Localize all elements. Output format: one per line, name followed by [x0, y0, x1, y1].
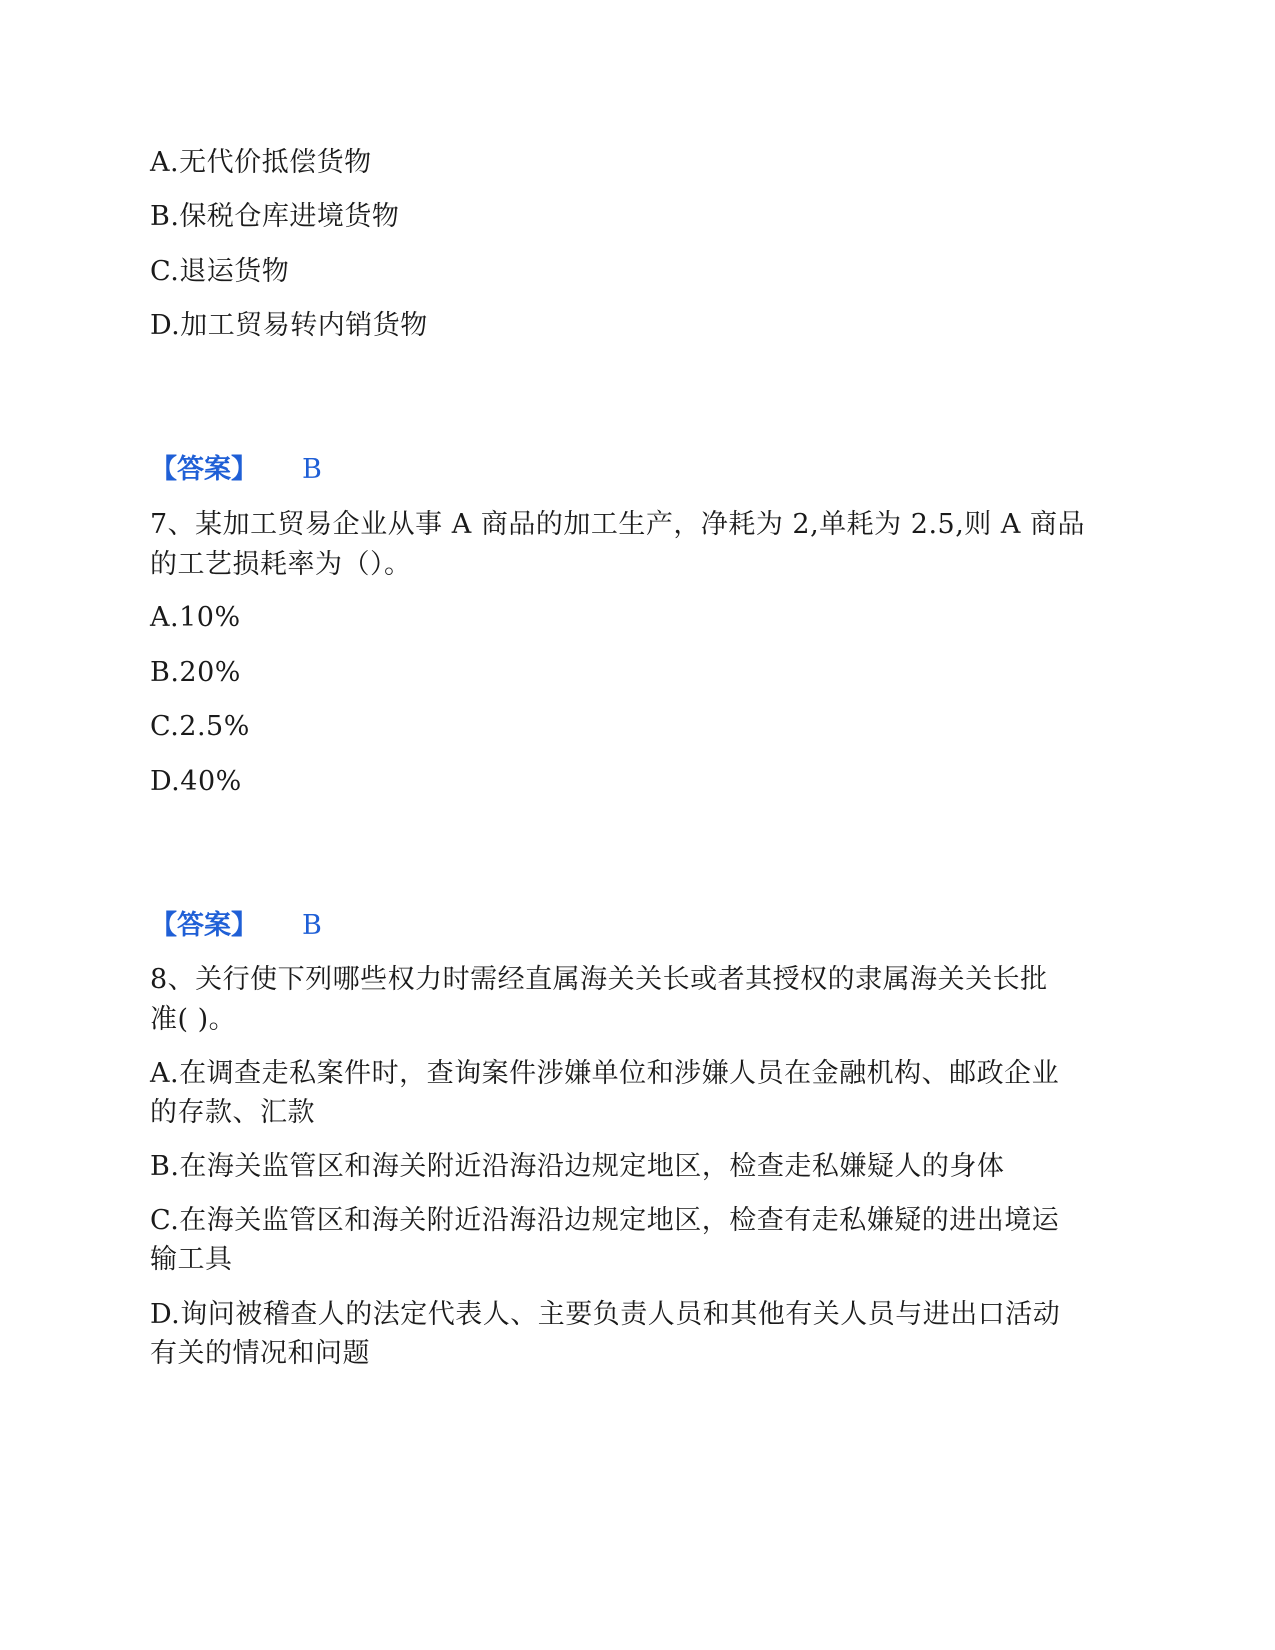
q7-stem-line2: 的工艺损耗率为（）。 — [150, 549, 412, 580]
q6-option-a: A.无代价抵偿货物 — [150, 147, 372, 178]
q8-option-a-line1: A.在调查走私案件时，查询案件涉嫌单位和涉嫌人员在金融机构、邮政企业 — [150, 1058, 1060, 1089]
q7-answer — [150, 906, 322, 946]
q6-option-c: C.退运货物 — [150, 256, 290, 287]
q7-option-c: C.2.5% — [150, 711, 250, 742]
q8-option-a-line2: 的存款、汇款 — [150, 1097, 315, 1128]
q6-option-b: B.保税仓库进境货物 — [150, 201, 400, 232]
q8-option-c-line1: C.在海关监管区和海关附近沿海沿边规定地区，检查有走私嫌疑的进出境运 — [150, 1205, 1060, 1236]
q6-answer — [150, 450, 322, 490]
q7-option-b: B.20% — [150, 657, 241, 688]
q7-option-d: D.40% — [150, 766, 242, 797]
q8-stem-line2: 准( )。 — [150, 1004, 237, 1035]
q8-option-c-line2: 输工具 — [150, 1244, 233, 1275]
answer-value: B — [302, 454, 322, 485]
answer-label: 【答案】 — [150, 910, 258, 941]
q8-option-d-line1: D.询问被稽查人的法定代表人、主要负责人员和其他有关人员与进出口活动 — [150, 1299, 1061, 1330]
q7-stem-line1: 7、某加工贸易企业从事 A 商品的加工生产，净耗为 2,单耗为 2.5,则 A 商品 — [150, 509, 1085, 540]
q8-option-d-line2: 有关的情况和问题 — [150, 1338, 370, 1369]
q8-option-b: B.在海关监管区和海关附近沿海沿边规定地区，检查走私嫌疑人的身体 — [150, 1151, 1005, 1182]
answer-value: B — [302, 910, 322, 941]
q6-option-d: D.加工贸易转内销货物 — [150, 310, 428, 341]
q8-stem-line1: 8、关行使下列哪些权力时需经直属海关关长或者其授权的隶属海关关长批 — [150, 964, 1048, 995]
answer-label: 【答案】 — [150, 454, 258, 485]
q7-option-a: A.10% — [150, 602, 241, 633]
